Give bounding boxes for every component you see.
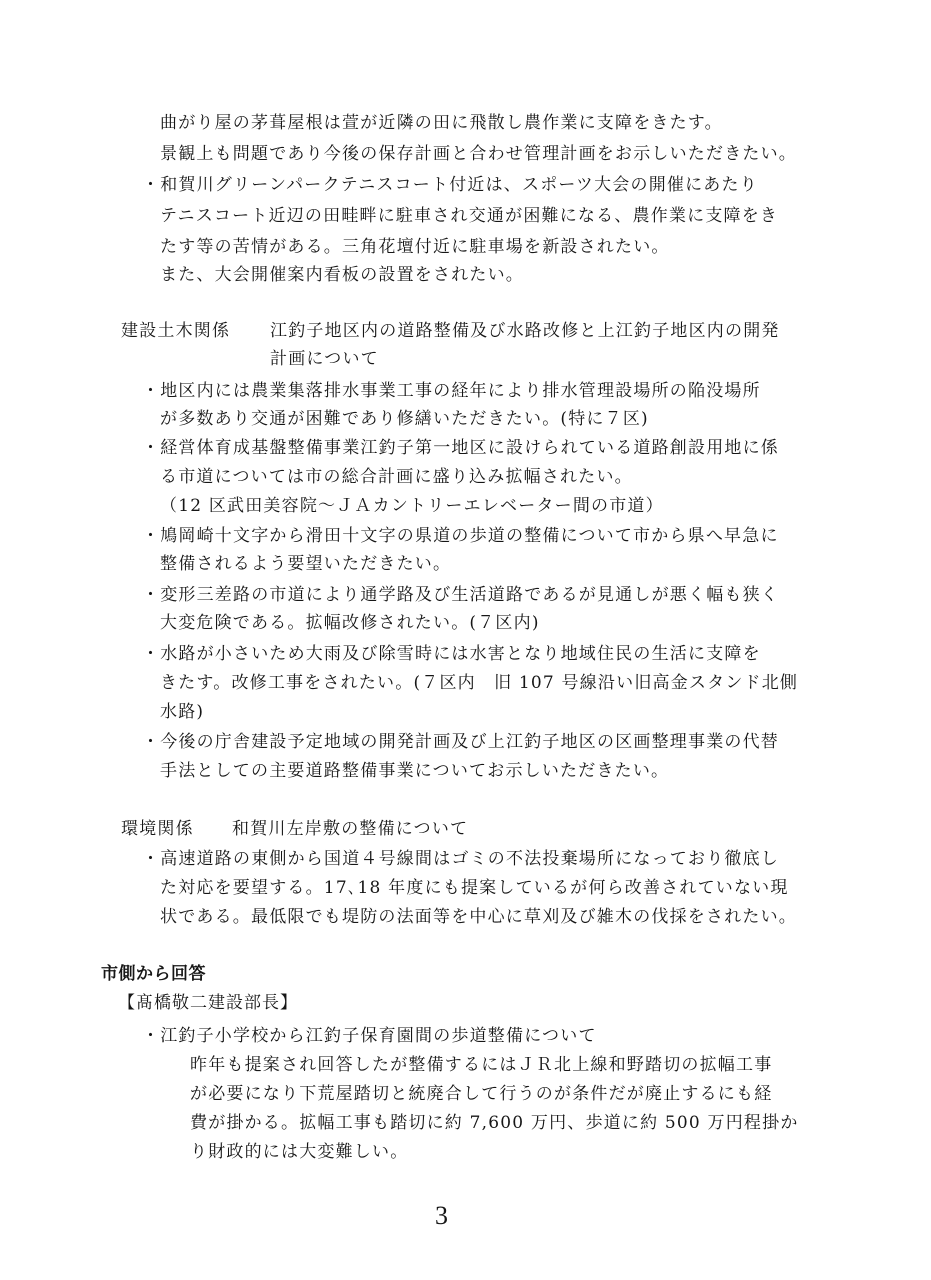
text-line: が必要になり下荒屋踏切と統廃合して行うのが条件だが廃止するにも経 — [190, 1084, 773, 1104]
bullet-item: ・和賀川グリーンパークテニスコート付近は、スポーツ大会の開催にあたり — [142, 175, 758, 195]
text-line: きたす。改修工事をされたい。(７区内 旧 107 号線沿い旧高金スタンド北側 — [160, 673, 799, 693]
bullet-item: ・変形三差路の市道により通学路及び生活道路であるが見通しが悪く幅も狭く — [142, 585, 779, 605]
section-topic: 和賀川左岸敷の整備について — [232, 819, 469, 839]
bullet-item: ・水路が小さいため大雨及び除雪時には水害となり地域住民の生活に支障を — [142, 644, 761, 664]
text-line: 整備されるよう要望いただきたい。 — [160, 554, 452, 574]
text-line: る市道については市の総合計画に盛り込み拡幅されたい。 — [160, 467, 633, 487]
answer-heading: 市側から回答 — [101, 964, 206, 984]
text-line: 手法としての主要道路整備事業についてお示しいただきたい。 — [160, 761, 670, 781]
text-line: が多数あり交通が困難であり修繕いただきたい。(特に７区) — [160, 409, 649, 429]
text-line: （12 区武田美容院～ＪＡカントリーエレベーター間の市道） — [160, 496, 664, 516]
bullet-item: ・高速道路の東側から国道４号線間はゴミの不法投棄場所になっており徹底し — [142, 849, 779, 869]
text-line: 景観上も問題であり今後の保存計画と合わせ管理計画をお示しいただきたい。 — [160, 144, 797, 164]
section-heading-environment: 環境関係 — [121, 819, 194, 839]
section-topic: 計画について — [270, 349, 379, 369]
text-line: たす等の苦情がある。三角花壇付近に駐車場を新設されたい。 — [160, 237, 670, 257]
bullet-item: ・江釣子小学校から江釣子保育園間の歩道整備について — [142, 1026, 597, 1046]
speaker-label: 【髙橋敬二建設部長】 — [118, 993, 298, 1013]
text-line: 曲がり屋の茅葺屋根は萱が近隣の田に飛散し農作業に支障をきたす。 — [160, 113, 723, 133]
text-line: 昨年も提案され回答したが整備するにはＪＲ北上線和野踏切の拡幅工事 — [190, 1055, 773, 1075]
text-line: 大変危険である。拡幅改修されたい。(７区内) — [160, 613, 540, 633]
text-line: 状である。最低限でも堤防の法面等を中心に草刈及び雑木の伐採をされたい。 — [160, 907, 797, 927]
text-line: テニスコート近辺の田畦畔に駐車され交通が困難になる、農作業に支障をき — [160, 206, 779, 226]
bullet-item: ・鳩岡崎十文字から滑田十文字の県道の歩道の整備について市から県へ早急に — [142, 526, 779, 546]
text-line: 水路) — [160, 702, 205, 722]
text-line: た対応を要望する。17､18 年度にも提案しているが何ら改善されていない現 — [160, 878, 789, 898]
text-line: また、大会開催案内看板の設置をされたい。 — [160, 265, 524, 285]
text-line: 費が掛かる。拡幅工事も踏切に約 7,600 万円、歩道に約 500 万円程掛か — [190, 1113, 799, 1133]
section-topic: 江釣子地区内の道路整備及び水路改修と上江釣子地区内の開発 — [270, 321, 780, 341]
bullet-item: ・今後の庁舎建設予定地域の開発計画及び上江釣子地区の区画整理事業の代替 — [142, 732, 779, 752]
page-number: 3 — [435, 1201, 448, 1230]
bullet-item: ・地区内には農業集落排水事業工事の経年により排水管理設場所の陥没場所 — [142, 381, 761, 401]
section-heading-construction: 建設土木関係 — [121, 321, 231, 341]
text-line: り財政的には大変難しい。 — [190, 1142, 409, 1162]
bullet-item: ・経営体育成基盤整備事業江釣子第一地区に設けられている道路創設用地に係 — [142, 438, 779, 458]
